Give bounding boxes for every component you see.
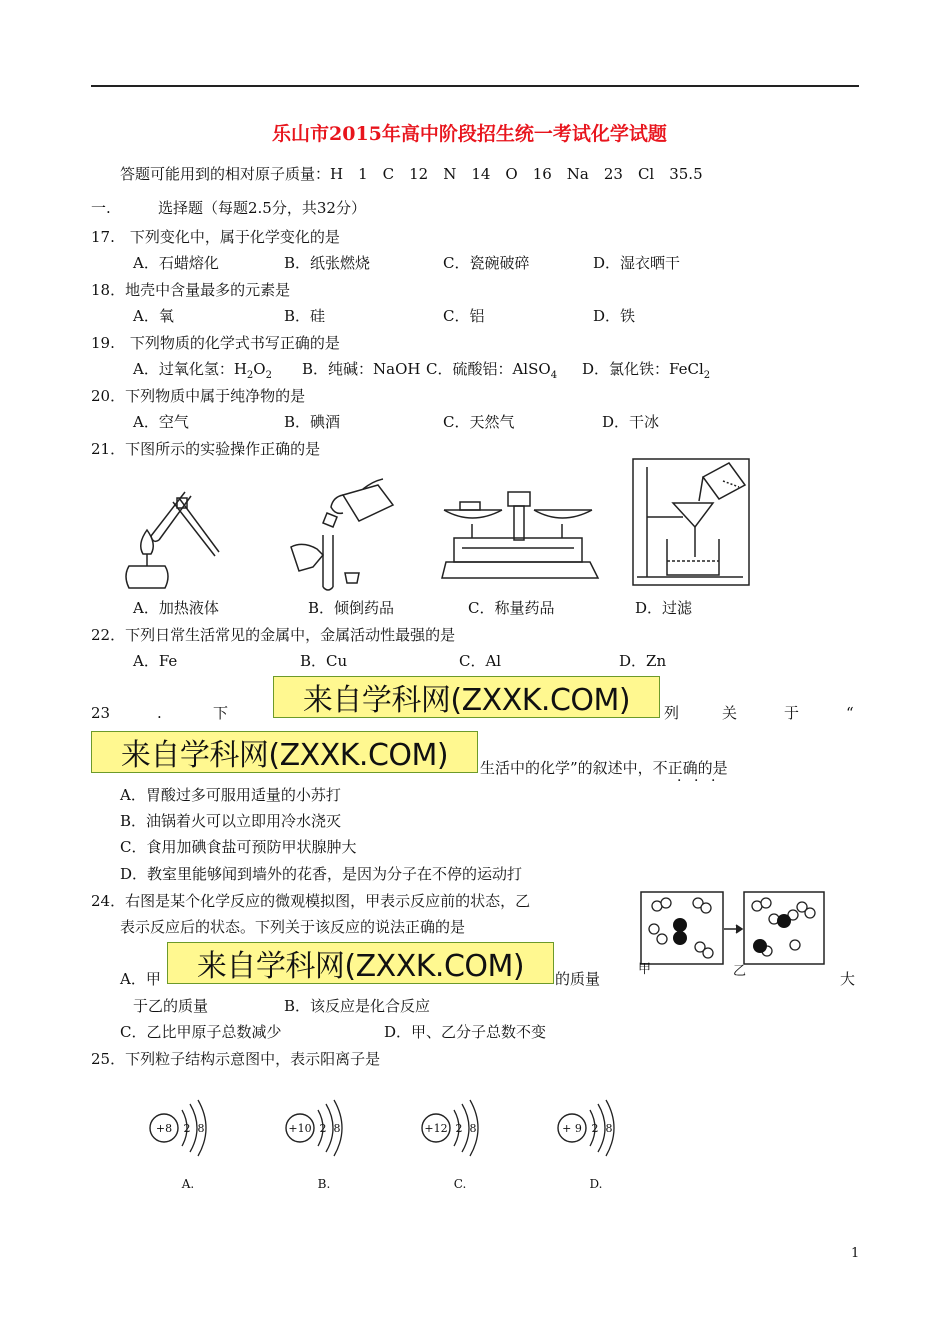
q23-dot: . bbox=[157, 704, 162, 722]
q21-option-b: B．倾倒药品 bbox=[308, 599, 395, 617]
q24-option-a-mid: 的质量 bbox=[555, 970, 601, 988]
q18-option-d: D．铁 bbox=[593, 307, 636, 325]
electron-count-outer: 8 bbox=[469, 1122, 477, 1135]
q24-option-a-start: A．甲 bbox=[120, 970, 161, 988]
reaction-state-yi: 乙 bbox=[733, 964, 747, 979]
balance-figure bbox=[442, 490, 602, 588]
section-number: 一. bbox=[91, 199, 111, 217]
q21-option-c: C．称量药品 bbox=[468, 599, 555, 617]
option-label: D. bbox=[589, 1177, 603, 1191]
electron-count-inner: 2 bbox=[455, 1122, 463, 1135]
q18-stem: 18．地壳中含量最多的元素是 bbox=[91, 281, 291, 299]
atom-diagram-b bbox=[282, 1092, 362, 1192]
q24-stem-line2: 表示反应后的状态。下列关于该反应的说法正确的是 bbox=[120, 918, 466, 936]
q23-quote: “ bbox=[846, 704, 854, 722]
electron-count-inner: 2 bbox=[319, 1122, 327, 1135]
heating-liquid-figure bbox=[115, 488, 225, 596]
atom-diagram-d bbox=[554, 1092, 634, 1192]
q23-char-yu: 于 bbox=[784, 704, 800, 722]
electron-count-outer: 8 bbox=[197, 1122, 205, 1135]
q23-option-a: A．胃酸过多可服用适量的小苏打 bbox=[120, 786, 341, 804]
q23-option-b: B．油锅着火可以立即用冷水浇灭 bbox=[120, 812, 342, 830]
q21-option-a: A．加热液体 bbox=[133, 599, 219, 617]
q24-option-c: C．乙比甲原子总数减少 bbox=[120, 1023, 282, 1041]
option-label: A. bbox=[181, 1177, 195, 1191]
q22-stem: 22．下列日常生活常见的金属中，金属活动性最强的是 bbox=[91, 626, 456, 644]
q20-option-d: D．干冰 bbox=[602, 413, 660, 431]
q17-option-a: A．石蜡熔化 bbox=[133, 254, 219, 272]
nucleus-charge: +12 bbox=[424, 1122, 448, 1135]
option-label: B. bbox=[317, 1177, 331, 1191]
atom-diagram-a bbox=[146, 1092, 226, 1192]
q23-option-d: D．教室里能够闻到墙外的花香，是因为分子在不停的运动打 bbox=[120, 865, 523, 883]
section-title: 选择题（每题2.5分，共32分） bbox=[158, 199, 366, 217]
q19-stem: 19. 下列物质的化学式书写正确的是 bbox=[91, 334, 340, 352]
q23-stem-rest: 生活中的化学”的叙述中，不正确的是 bbox=[480, 759, 728, 777]
electron-count-inner: 2 bbox=[183, 1122, 191, 1135]
emphasis-dots: · bbox=[677, 773, 688, 789]
q23-char-guan: 关 bbox=[722, 704, 738, 722]
page-number: 1 bbox=[851, 1246, 860, 1261]
q22-option-a: A．Fe bbox=[133, 652, 178, 670]
watermark-banner: 来自学科网(ZXXK.COM) bbox=[91, 731, 478, 773]
electron-count-inner: 2 bbox=[591, 1122, 599, 1135]
atom-diagram-c bbox=[418, 1092, 498, 1192]
option-label: C. bbox=[453, 1177, 467, 1191]
q18-option-c: C．铝 bbox=[443, 307, 485, 325]
q24-stem-line1: 24．右图是某个化学反应的微观模拟图，甲表示反应前的状态，乙 bbox=[91, 892, 531, 910]
q17-stem: 17. 下列变化中，属于化学变化的是 bbox=[91, 228, 340, 246]
q17-option-d: D．湿衣晒干 bbox=[593, 254, 681, 272]
electron-count-outer: 8 bbox=[333, 1122, 341, 1135]
q19-option-d: D．氯化铁：FeCl$_2$ bbox=[582, 360, 711, 381]
q24-option-a-cont: 于乙的质量 bbox=[133, 997, 209, 1015]
q23-option-c: C．食用加碘食盐可预防甲状腺肿大 bbox=[120, 838, 357, 856]
page-title: 乐山市2015年高中阶段招生统一考试化学试题 bbox=[272, 123, 667, 145]
q23-char-lie: 列 bbox=[664, 704, 680, 722]
nucleus-charge: +10 bbox=[288, 1122, 312, 1135]
q22-option-c: C．Al bbox=[459, 652, 502, 670]
q24-option-a-da: 大 bbox=[840, 970, 856, 988]
q19-option-b: B．纯碱：NaOH bbox=[302, 360, 421, 378]
q17-option-c: C．瓷碗破碎 bbox=[443, 254, 530, 272]
q22-option-d: D．Zn bbox=[619, 652, 667, 670]
reaction-model-figure bbox=[640, 891, 830, 965]
q19-option-a: A．过氧化氢：$H_2O_2$ bbox=[133, 360, 272, 381]
q23-number: 23 bbox=[91, 704, 111, 722]
q20-option-c: C．天然气 bbox=[443, 413, 515, 431]
q25-stem: 25．下列粒子结构示意图中，表示阳离子是 bbox=[91, 1050, 381, 1068]
filtration-figure bbox=[633, 457, 753, 587]
q18-option-a: A．氧 bbox=[133, 307, 174, 325]
pouring-reagent-figure bbox=[283, 475, 403, 595]
q21-option-d: D．过滤 bbox=[635, 599, 693, 617]
q20-stem: 20．下列物质中属于纯净物的是 bbox=[91, 387, 306, 405]
q24-option-d: D．甲、乙分子总数不变 bbox=[384, 1023, 547, 1041]
emphasis-dots: · bbox=[711, 773, 722, 789]
electron-count-outer: 8 bbox=[605, 1122, 613, 1135]
q21-stem: 21．下图所示的实验操作正确的是 bbox=[91, 440, 321, 458]
header-rule bbox=[91, 85, 859, 87]
nucleus-charge: +8 bbox=[155, 1122, 173, 1135]
q19-option-c: C．硫酸铝：AlSO$_4$ bbox=[426, 360, 558, 381]
q22-option-b: B．Cu bbox=[300, 652, 348, 670]
watermark-banner: 来自学科网(ZXXK.COM) bbox=[167, 942, 554, 984]
q20-option-b: B．碘酒 bbox=[284, 413, 341, 431]
q23-char-xia: 下 bbox=[213, 704, 229, 722]
emphasis-dots: · bbox=[694, 773, 705, 789]
atomic-mass-line: 答题可能用到的相对原子质量：H 1 C 12 N 14 O 16 Na 23 Cl 35.5 bbox=[120, 165, 703, 183]
q24-option-b: B．该反应是化合反应 bbox=[284, 997, 431, 1015]
reaction-state-jia: 甲 bbox=[638, 962, 652, 977]
q17-option-b: B．纸张燃烧 bbox=[284, 254, 371, 272]
q20-option-a: A．空气 bbox=[133, 413, 189, 431]
q18-option-b: B．硅 bbox=[284, 307, 326, 325]
watermark-banner: 来自学科网(ZXXK.COM) bbox=[273, 676, 660, 718]
nucleus-charge: + 9 bbox=[562, 1122, 582, 1135]
